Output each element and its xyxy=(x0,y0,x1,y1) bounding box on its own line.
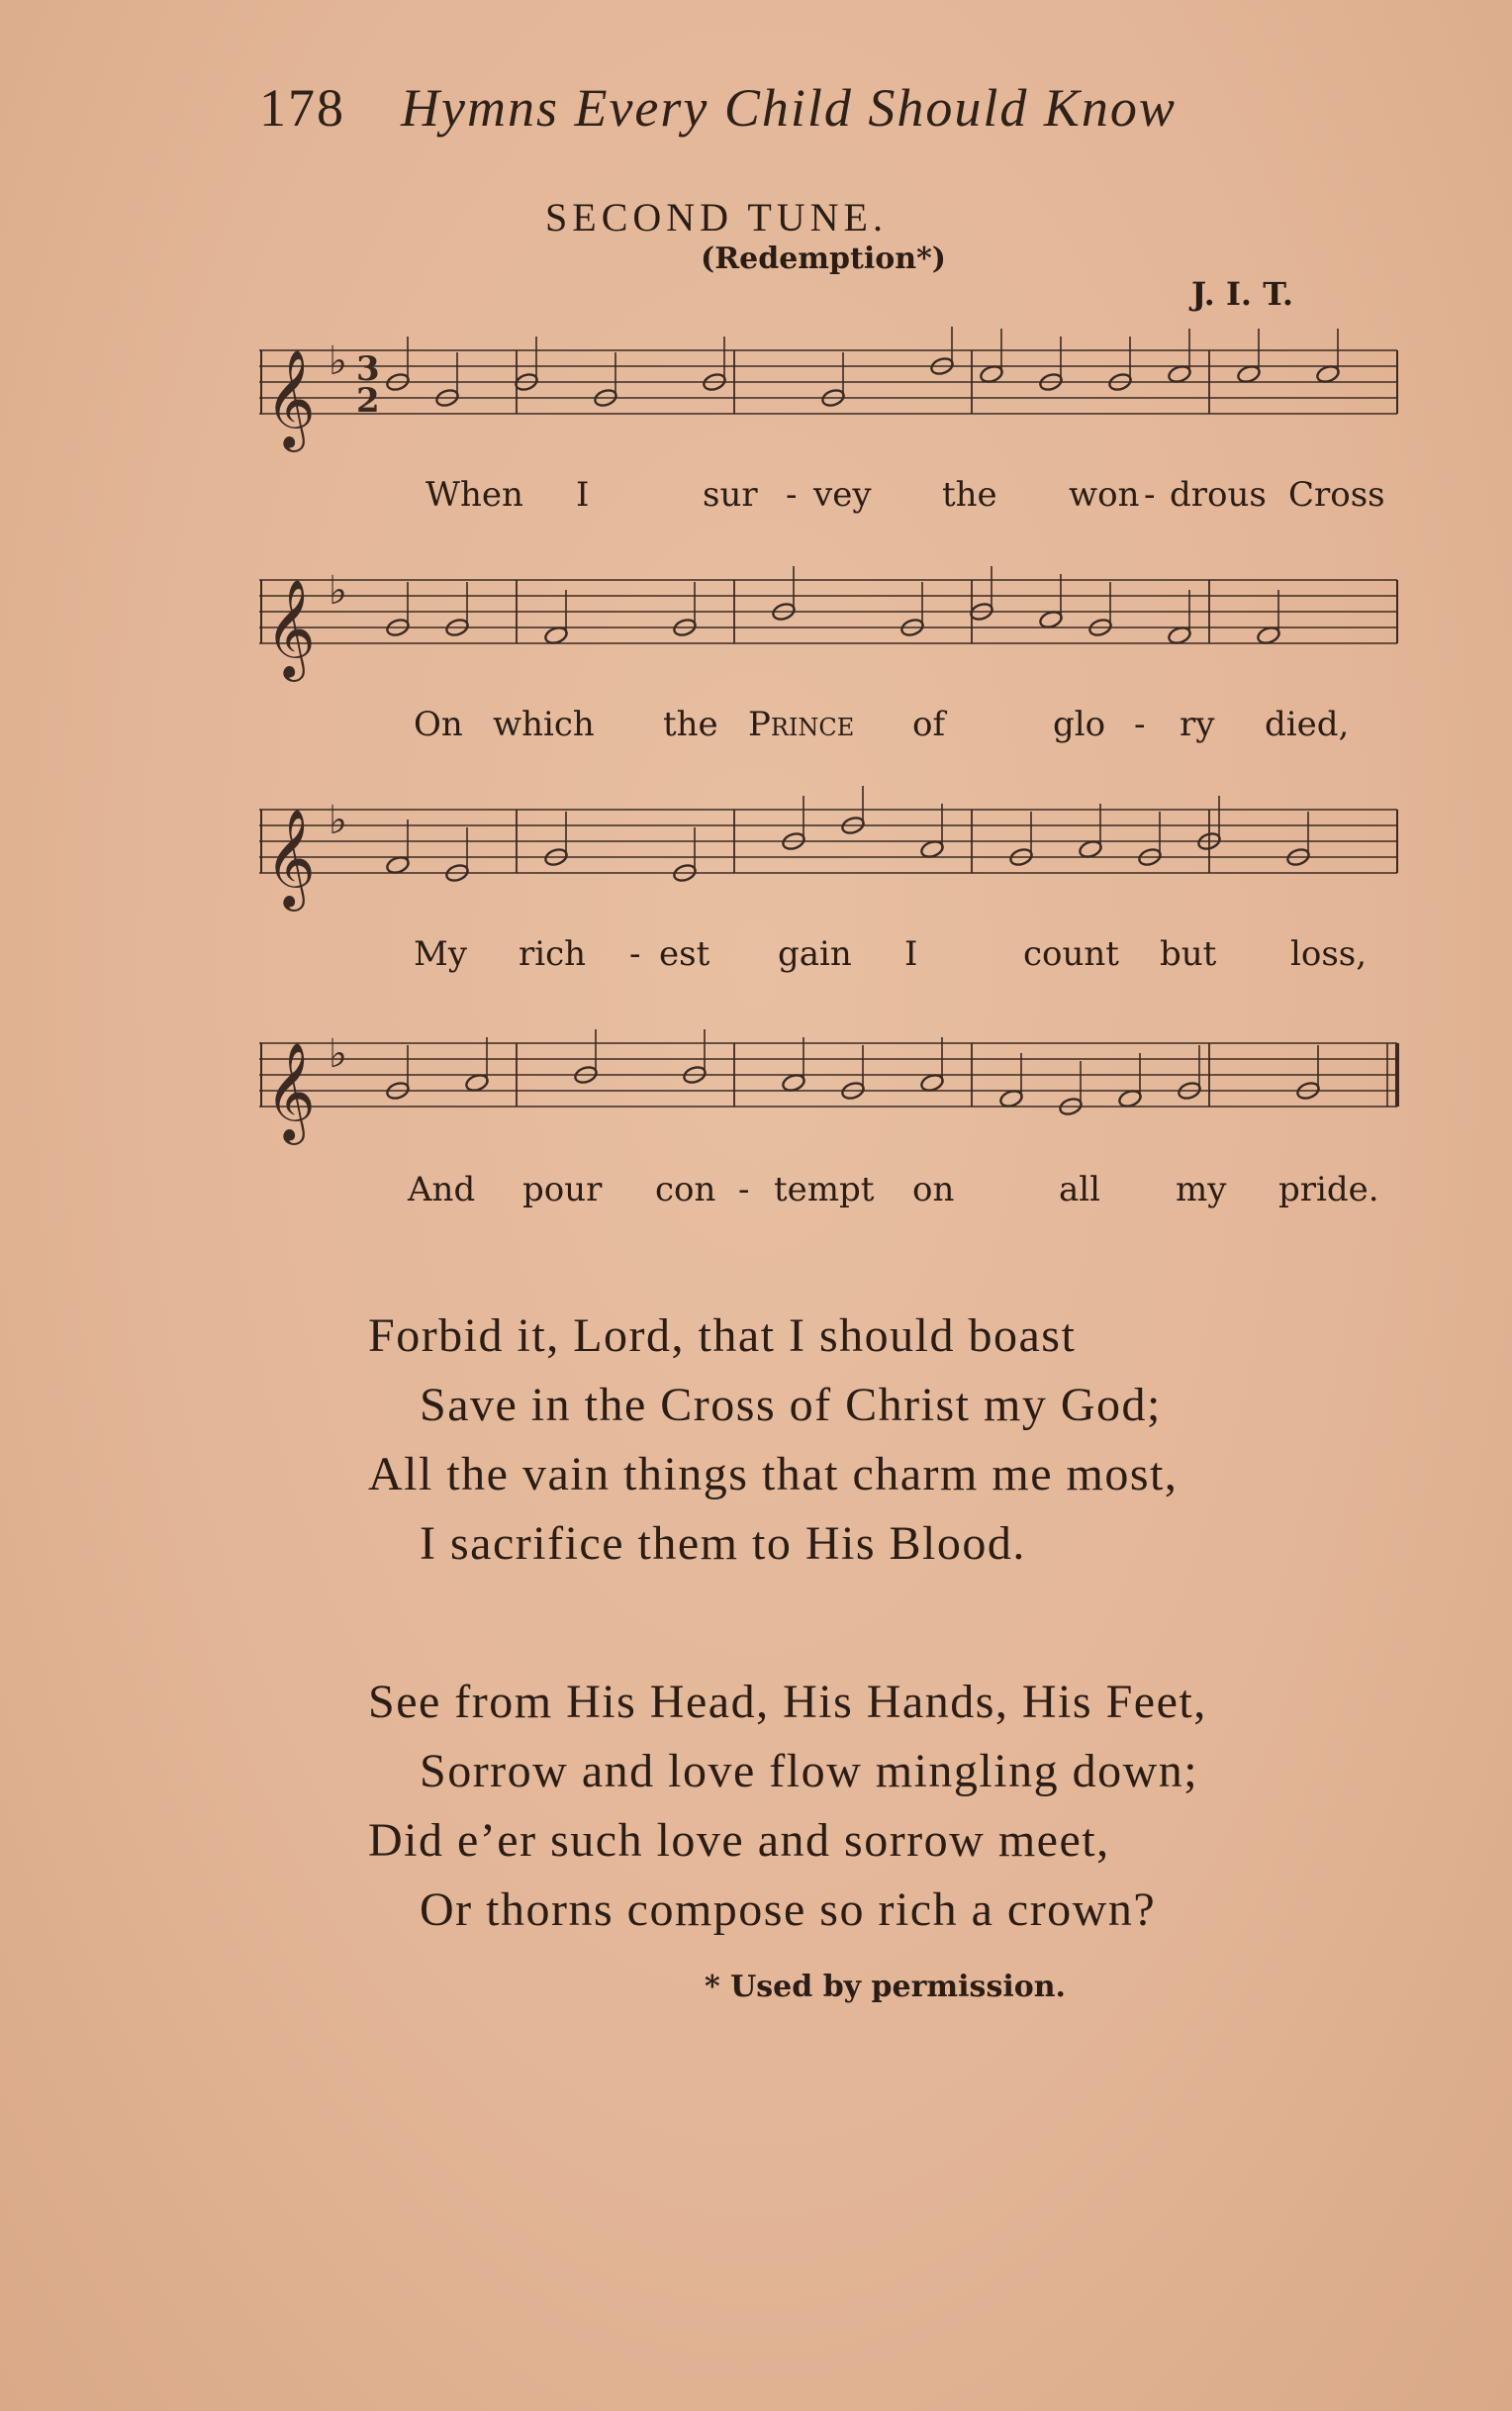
lyric-syllable: Cross xyxy=(1288,475,1385,515)
lyric-syllable: gain xyxy=(778,934,852,974)
lyric-syllable: the xyxy=(663,705,718,744)
lyric-syllable: - xyxy=(738,1170,750,1209)
lyric-syllable: - xyxy=(1134,705,1146,744)
verse-line: I sacrifice them to His Blood. xyxy=(420,1517,1026,1570)
lyric-syllable: I xyxy=(576,475,590,515)
lyric-syllable: est xyxy=(659,934,710,974)
running-title: Hymns Every Child Should Know xyxy=(401,78,1177,138)
lyric-syllable: ry xyxy=(1180,705,1215,744)
verse-line: Or thorns compose so rich a crown? xyxy=(420,1883,1157,1936)
lyric-syllable: died, xyxy=(1265,705,1350,744)
lyric-syllable: Prince xyxy=(748,705,855,744)
lyric-syllable: count xyxy=(1023,934,1119,974)
staff-2 xyxy=(259,556,1417,695)
lyric-syllable: My xyxy=(414,934,468,974)
lyric-syllable: drous xyxy=(1170,475,1267,515)
flat-icon: ♭ xyxy=(329,568,347,614)
composer-initials: J. I. T. xyxy=(1191,275,1294,313)
lyric-syllable: loss, xyxy=(1290,934,1368,974)
treble-clef-icon: 𝄞 xyxy=(265,579,316,678)
lyric-syllable: On xyxy=(414,705,463,744)
footnote: * Used by permission. xyxy=(705,1970,1066,2004)
lyric-syllable: the xyxy=(942,475,997,515)
treble-clef-icon: 𝄞 xyxy=(265,349,316,448)
lyric-syllable: tempt xyxy=(774,1170,875,1209)
verse-line: Save in the Cross of Christ my God; xyxy=(420,1379,1162,1431)
lyric-syllable: con xyxy=(655,1170,716,1209)
lyric-syllable: pride. xyxy=(1278,1170,1379,1209)
lyric-syllable: won xyxy=(1069,475,1140,515)
lyric-syllable: all xyxy=(1059,1170,1101,1209)
music-system-2 xyxy=(259,556,1417,744)
lyric-syllable: on xyxy=(912,1170,955,1209)
flat-icon: ♭ xyxy=(329,798,347,843)
lyric-syllable: sur xyxy=(703,475,758,515)
treble-clef-icon: 𝄞 xyxy=(265,809,316,908)
verse-line: Did e’er such love and sorrow meet, xyxy=(368,1814,1110,1867)
staff-3 xyxy=(259,786,1417,924)
lyric-syllable: rich xyxy=(519,934,587,974)
time-signature-bottom: 2 xyxy=(356,381,380,421)
time-signature-top: 3 xyxy=(356,349,380,389)
flat-icon: ♭ xyxy=(329,338,347,384)
verse-line: All the vain things that charm me most, xyxy=(368,1448,1179,1500)
tune-title: SECOND TUNE. xyxy=(545,195,888,240)
lyric-syllable: - xyxy=(629,934,641,974)
treble-clef-icon: 𝄞 xyxy=(265,1042,316,1141)
lyric-syllable: - xyxy=(1144,475,1156,515)
music-system-1 xyxy=(259,327,1417,515)
lyric-syllable: - xyxy=(786,475,798,515)
lyrics-line-1 xyxy=(259,475,1417,525)
verse-line: Sorrow and love flow mingling down; xyxy=(420,1745,1199,1797)
lyric-syllable: When xyxy=(425,475,523,515)
lyrics-line-4 xyxy=(259,1170,1417,1219)
page-header xyxy=(259,77,1177,139)
lyrics-line-2 xyxy=(259,705,1417,754)
lyric-syllable: of xyxy=(912,705,946,744)
lyric-syllable: vey xyxy=(813,475,872,515)
lyric-syllable: but xyxy=(1160,934,1217,974)
verse-line: See from His Head, His Hands, His Feet, xyxy=(368,1676,1207,1728)
lyric-syllable: my xyxy=(1176,1170,1227,1209)
music-system-3 xyxy=(259,786,1417,974)
lyric-syllable: I xyxy=(904,934,918,974)
tune-name: (Redemption*) xyxy=(701,241,946,276)
lyric-syllable: glo xyxy=(1053,705,1106,744)
page-number: 178 xyxy=(259,78,345,138)
lyric-syllable: And xyxy=(408,1170,476,1209)
staff-1 xyxy=(259,327,1417,465)
lyric-syllable: which xyxy=(493,705,595,744)
lyric-syllable: pour xyxy=(522,1170,603,1209)
flat-icon: ♭ xyxy=(329,1031,347,1077)
lyrics-line-3 xyxy=(259,934,1417,984)
music-system-4 xyxy=(259,1019,1417,1209)
staff-4 xyxy=(259,1019,1417,1158)
verse-line: Forbid it, Lord, that I should boast xyxy=(368,1309,1077,1362)
